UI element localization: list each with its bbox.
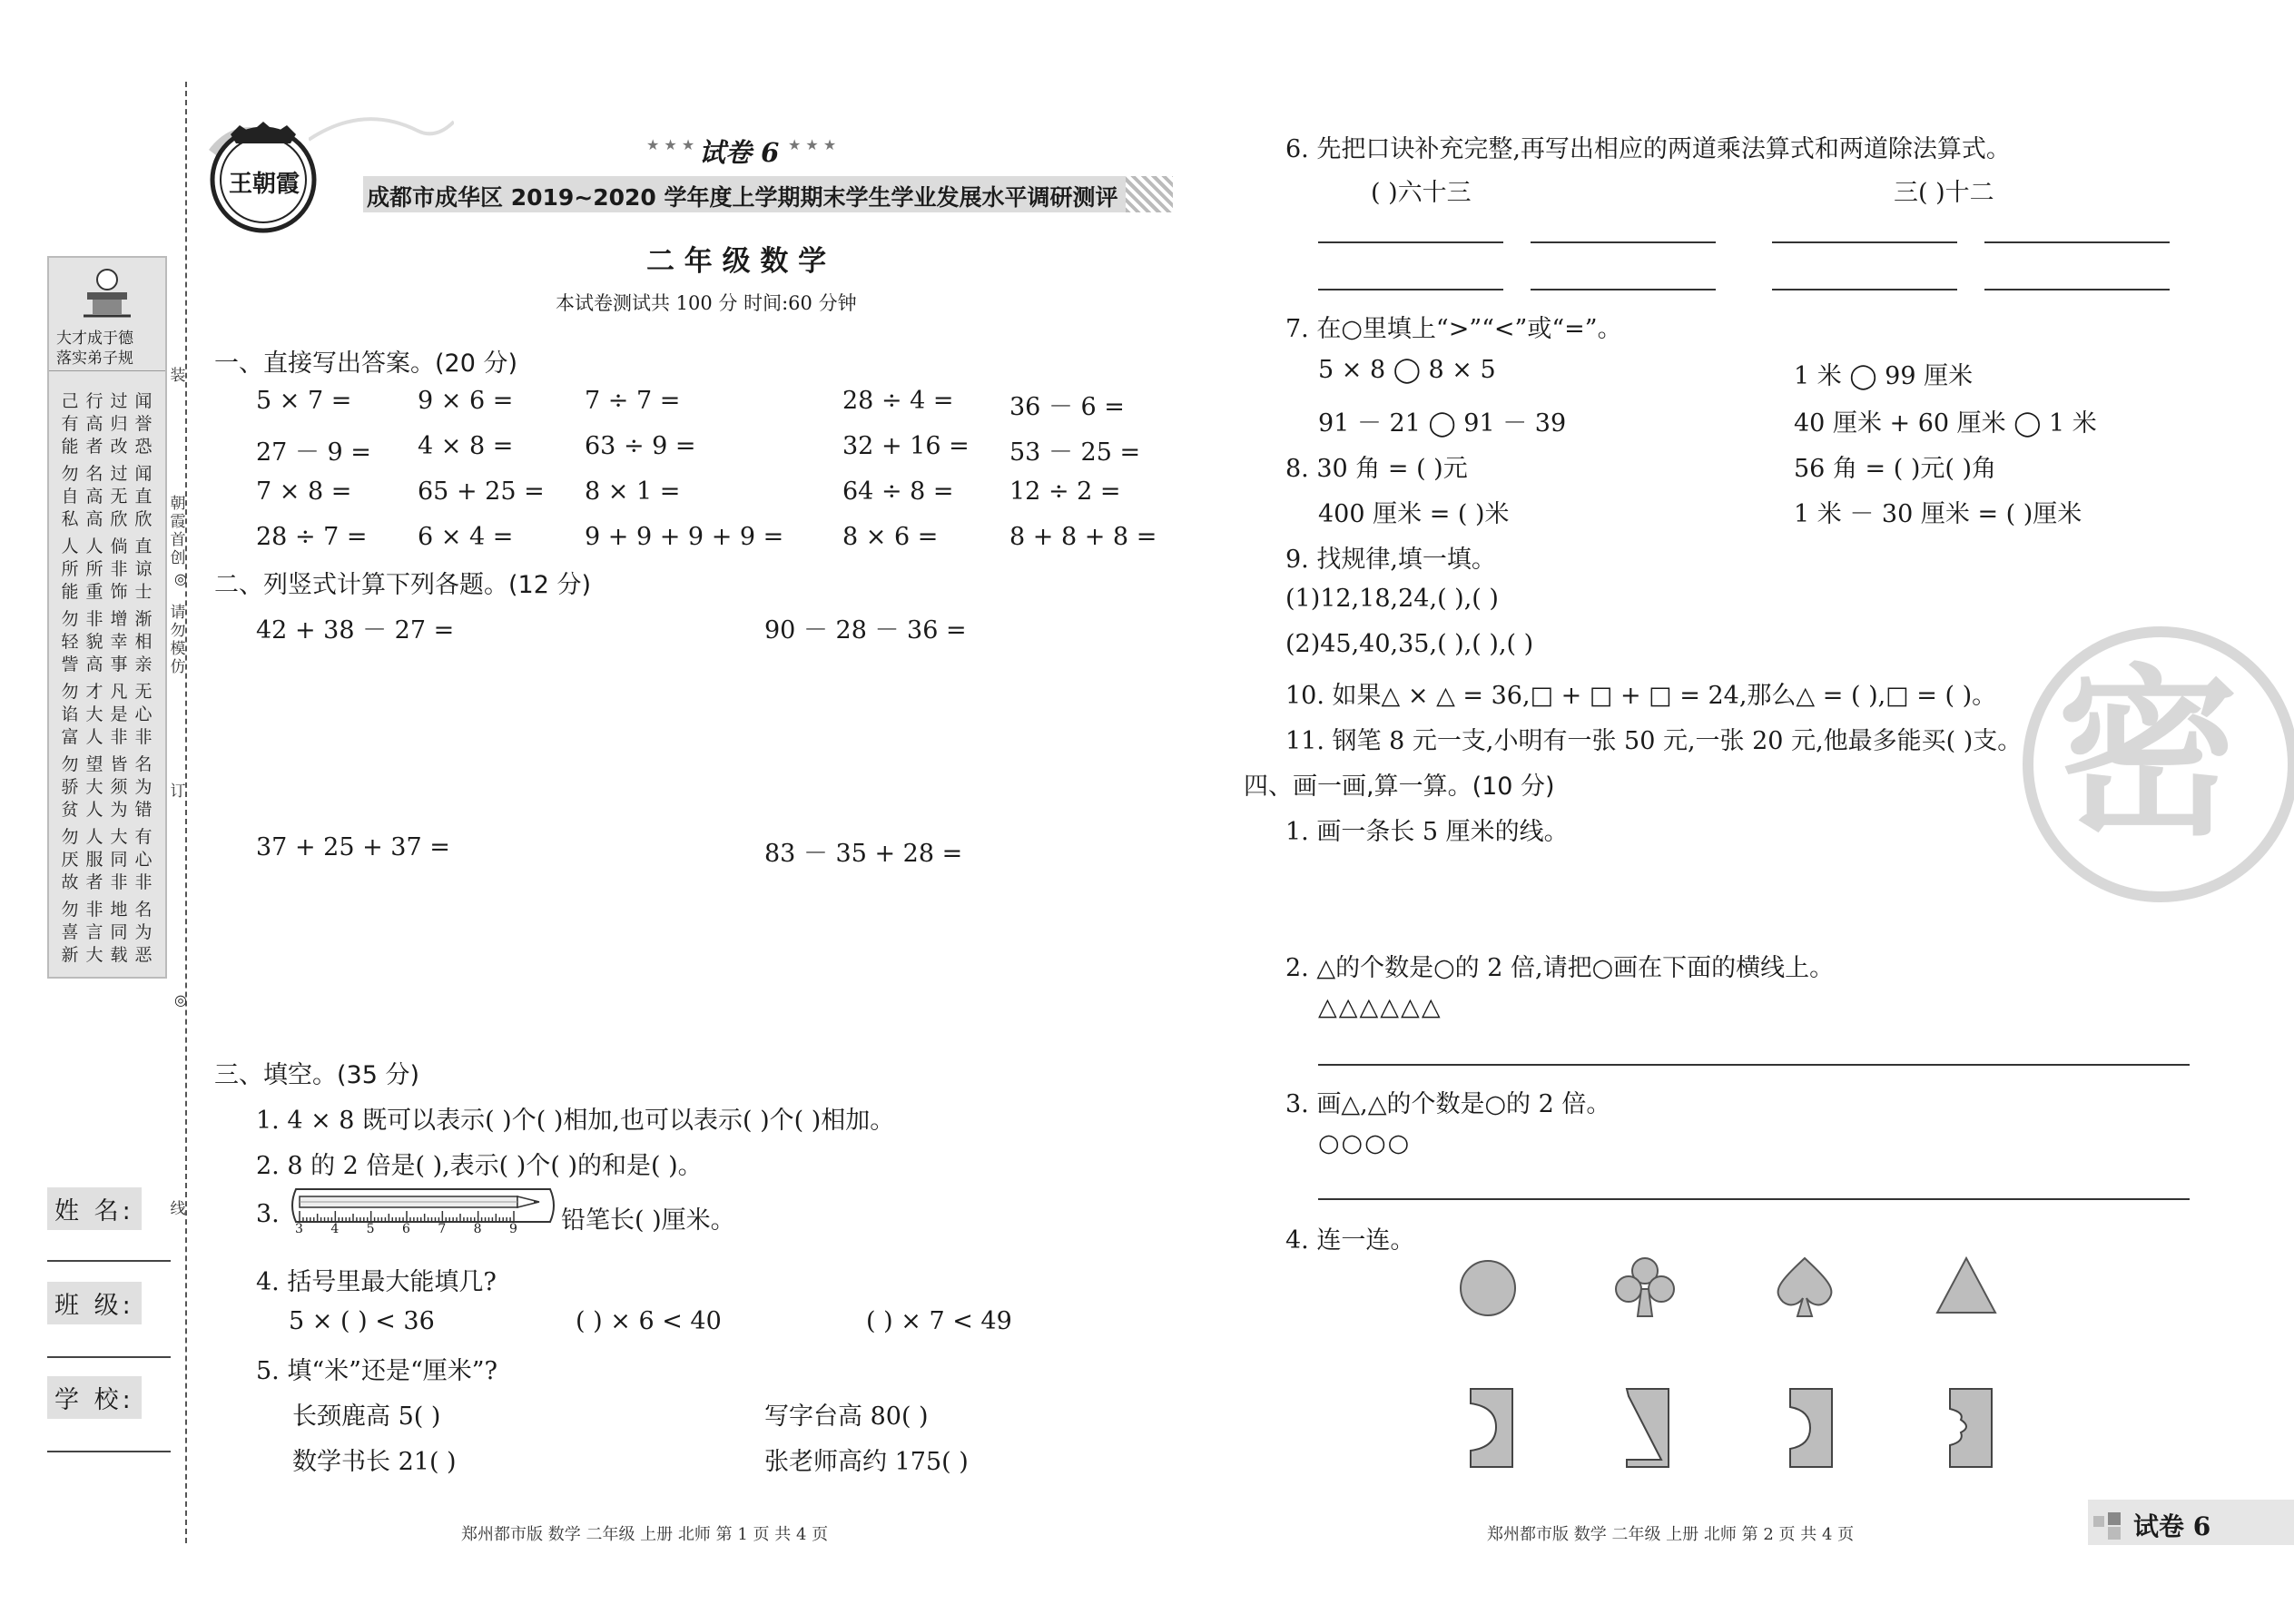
brand-logo: [203, 116, 323, 236]
oral-calc-item[interactable]: 65 + 25 =: [418, 477, 545, 506]
q8-b[interactable]: 56 角 = ( )元( )角: [1794, 455, 1997, 483]
triangle-shape[interactable]: [1934, 1255, 1999, 1316]
ruler-tick-label: 6: [402, 1222, 410, 1236]
maxim-column: 勿厌故: [61, 827, 79, 892]
oral-calc-item[interactable]: 12 ÷ 2 =: [1009, 477, 1121, 506]
secret-stamp: [2023, 626, 2294, 902]
maxim-column: 名为错: [134, 754, 153, 820]
maxim-column: 人所重: [85, 536, 103, 602]
vertical-mark-1: 装: [170, 367, 186, 385]
star-decoration-right: ★ ★ ★: [788, 136, 837, 153]
section1-heading: 一、直接写出答案。(20 分): [214, 349, 518, 378]
maxim-column: 大同非: [110, 827, 128, 892]
maxim-column: 勿自私: [61, 464, 79, 529]
motto-top: 大才成于德: [56, 330, 133, 348]
maxim-column: 有心非: [134, 827, 153, 892]
class-field[interactable]: [47, 1356, 171, 1358]
q9-1[interactable]: (1)12,18,24,( ),( ): [1285, 585, 1499, 613]
draw-q4: 4. 连一连。: [1285, 1226, 1415, 1255]
fill-q5-b[interactable]: 写字台高 80( ): [764, 1403, 929, 1431]
vertical-note-2: 请勿模仿: [170, 604, 186, 676]
name-field[interactable]: [47, 1260, 171, 1262]
draw-q3-line[interactable]: [1318, 1198, 2190, 1200]
exam-info: 本试卷测试共 100 分 时间:60 分钟: [556, 292, 857, 314]
maxim-column: 直谅士: [134, 536, 153, 602]
subject-title: 二 年 级 数 学: [646, 245, 827, 278]
oral-calc-item[interactable]: 32 + 16 =: [842, 432, 970, 460]
secret-stamp-text: 密: [2057, 649, 2240, 861]
fill-q1[interactable]: 1. 4 × 8 既可以表示( )个( )相加,也可以表示( )个( )相加。: [256, 1107, 895, 1135]
section2-heading: 二、列竖式计算下列各题。(12 分): [214, 571, 592, 599]
fill-q4: 4. 括号里最大能填几?: [256, 1268, 497, 1296]
fill-q2[interactable]: 2. 8 的 2 倍是( ),表示( )个( )的和是( )。: [256, 1152, 703, 1180]
series-label: 试卷 6: [699, 137, 780, 168]
name-label: 姓 名:: [47, 1187, 142, 1230]
maxim-column: 勿骄贫: [61, 754, 79, 820]
maxim-column: 人服者: [85, 827, 103, 892]
oral-calc-item[interactable]: 36 － 6 =: [1009, 393, 1125, 421]
maxim-column: 勿谄富: [61, 682, 79, 747]
maxim-column: 倘非饰: [110, 536, 128, 602]
oral-calc-item[interactable]: 4 × 8 =: [418, 432, 514, 460]
q9: 9. 找规律,填一填。: [1285, 546, 1496, 574]
maxim-column: 地同载: [110, 900, 128, 965]
draw-q1: 1. 画一条长 5 厘米的线。: [1285, 818, 1569, 846]
maxim-column: 行高者: [85, 391, 103, 457]
school-label: 学 校:: [47, 1376, 142, 1419]
binding-hole-icon: ◎: [174, 991, 187, 1009]
draw-q3-shapes: ○○○○: [1318, 1129, 1412, 1157]
oral-calc-item[interactable]: 28 ÷ 4 =: [842, 387, 954, 415]
maxim-column: 过归改: [110, 391, 128, 457]
spade-shape[interactable]: [1770, 1255, 1839, 1320]
motto-figure: [76, 265, 138, 320]
cutout-shape-2[interactable]: [1625, 1387, 1670, 1469]
fill-q3-text[interactable]: 铅笔长( )厘米。: [561, 1206, 735, 1235]
ruler-pencil: [290, 1187, 559, 1244]
exam-title: 成都市成华区 2019~2020 学年度上学期期末学生学业发展水平调研测评: [367, 184, 1118, 211]
footer-badge: [2088, 1500, 2294, 1545]
maxim-column: 勿轻訾: [61, 609, 79, 674]
q8-a[interactable]: 8. 30 角 = ( )元: [1285, 455, 1468, 483]
cutout-shape-1[interactable]: [1469, 1387, 1514, 1469]
fill-q4-c[interactable]: ( ) × 7 < 49: [866, 1307, 1012, 1335]
draw-q3: 3. 画△,△的个数是○的 2 倍。: [1285, 1090, 1611, 1118]
maxim-column: 凡是非: [110, 682, 128, 747]
motto-bottom: 落实弟子规: [56, 349, 133, 368]
vertical-mark-2: 订: [170, 782, 186, 801]
circle-shape[interactable]: [1460, 1260, 1516, 1316]
vertical-calc-2[interactable]: 90 － 28 － 36 =: [764, 616, 967, 645]
fill-q3-number: 3.: [256, 1200, 280, 1228]
q10[interactable]: 10. 如果△ × △ = 36,□ + □ + □ = 24,那么△ = ( ),□ = ( )。: [1285, 682, 1997, 710]
maxim-column: 己有能: [61, 391, 79, 457]
oral-calc-item[interactable]: 6 × 4 =: [418, 523, 514, 551]
draw-q2: 2. △的个数是○的 2 倍,请把○画在下面的横线上。: [1285, 954, 1835, 982]
ruler-tick-label: 5: [366, 1222, 375, 1236]
fill-q5-c[interactable]: 数学书长 21( ): [292, 1448, 457, 1476]
brand-name: 王朝霞: [229, 171, 300, 198]
maxim-column: 名高高: [85, 464, 103, 529]
maxim-column: 勿喜新: [61, 900, 79, 965]
maxim-column: 过无欣: [110, 464, 128, 529]
maxim-column: 人所能: [61, 536, 79, 602]
maxim-column: 名为恶: [134, 900, 153, 965]
school-field[interactable]: [47, 1451, 171, 1452]
q7-c[interactable]: 91 － 21 ◯ 91 － 39: [1318, 409, 1567, 438]
q6-answer-line[interactable]: [1531, 241, 1716, 243]
q6-answer-line[interactable]: [1531, 289, 1716, 290]
footer-badge-text: 试卷 6: [2133, 1511, 2211, 1541]
q6-answer-line[interactable]: [1318, 289, 1503, 290]
oral-calc-item[interactable]: 5 × 7 =: [256, 387, 352, 415]
oral-calc-item[interactable]: 27 － 9 =: [256, 438, 371, 467]
ribbon-decoration: [309, 113, 454, 149]
oral-calc-item[interactable]: 7 × 8 =: [256, 477, 352, 506]
q9-2[interactable]: (2)45,40,35,( ),( ),( ): [1285, 630, 1534, 658]
draw-q2-shapes: △△△△△△: [1318, 993, 1442, 1021]
footer-left: 郑州都市版 数学 二年级 上册 北师 第 1 页 共 4 页: [461, 1525, 829, 1544]
vertical-calc-3[interactable]: 37 + 25 + 37 =: [256, 833, 450, 861]
q6-a[interactable]: ( )六十三: [1371, 179, 1472, 207]
q7-a[interactable]: 5 × 8 ◯ 8 × 5: [1318, 356, 1496, 384]
vertical-mark-3: 线: [170, 1200, 186, 1218]
oral-calc-item[interactable]: 8 + 8 + 8 =: [1009, 523, 1157, 551]
q8-d[interactable]: 1 米 － 30 厘米 = ( )厘米: [1794, 500, 2082, 528]
class-label: 班 级:: [47, 1282, 142, 1324]
maxim-column: 闻直欣: [134, 464, 153, 529]
q7-d[interactable]: 40 厘米 + 60 厘米 ◯ 1 米: [1794, 409, 2097, 438]
fill-q5-d[interactable]: 张老师高约 175( ): [764, 1448, 969, 1476]
q6: 6. 先把口诀补充完整,再写出相应的两道乘法算式和两道除法算式。: [1285, 135, 2011, 163]
q7: 7. 在○里填上“>”“<”或“=”。: [1285, 315, 1622, 343]
oral-calc-item[interactable]: 7 ÷ 7 =: [585, 387, 681, 415]
maxim-column: 皆须为: [110, 754, 128, 820]
q6-answer-line[interactable]: [1984, 289, 2170, 290]
maxim-column: 渐相亲: [134, 609, 153, 674]
cutout-shape-4[interactable]: [1948, 1387, 1994, 1469]
q6-b[interactable]: 三( )十二: [1894, 179, 1994, 207]
fill-q4-b[interactable]: ( ) × 6 < 40: [576, 1307, 722, 1335]
q6-answer-line[interactable]: [1318, 241, 1503, 243]
oral-calc-item[interactable]: 64 ÷ 8 =: [842, 477, 954, 506]
q7-b[interactable]: 1 米 ◯ 99 厘米: [1794, 362, 1974, 390]
ruler-tick-label: 8: [473, 1222, 482, 1236]
maxim-column: 闻誉恐: [134, 391, 153, 457]
q11[interactable]: 11. 钢笔 8 元一支,小明有一张 50 元,一张 20 元,他最多能买( )支。: [1285, 727, 2023, 755]
ruler-tick-label: 4: [330, 1222, 340, 1236]
vertical-note-1: 朝霞首创: [170, 495, 186, 567]
oral-calc-item[interactable]: 8 × 1 =: [585, 477, 681, 506]
star-decoration-left: ★ ★ ★: [646, 136, 695, 153]
fill-q5: 5. 填“米”还是“厘米”?: [256, 1357, 498, 1385]
side-strip: [47, 256, 167, 979]
q6-answer-line[interactable]: [1772, 241, 1957, 243]
section4-heading: 四、画一画,算一算。(10 分): [1244, 773, 1555, 801]
maxim-column: 望大人: [85, 754, 103, 820]
ruler-tick-label: 3: [295, 1222, 303, 1236]
ruler-tick-label: 7: [438, 1222, 447, 1236]
footer-right: 郑州都市版 数学 二年级 上册 北师 第 2 页 共 4 页: [1487, 1525, 1855, 1544]
vertical-calc-1[interactable]: 42 + 38 － 27 =: [256, 616, 455, 645]
cutout-shape-3[interactable]: [1788, 1387, 1834, 1469]
q6-answer-line[interactable]: [1984, 241, 2170, 243]
vertical-calc-4[interactable]: 83 － 35 + 28 =: [764, 840, 963, 868]
maxim-column: 无心非: [134, 682, 153, 747]
section3-heading: 三、填空。(35 分): [214, 1061, 420, 1089]
draw-q2-line[interactable]: [1318, 1064, 2190, 1066]
oral-calc-item[interactable]: 9 + 9 + 9 + 9 =: [585, 523, 784, 551]
oral-calc-item[interactable]: 8 × 6 =: [842, 523, 939, 551]
maxim-column: 非貌高: [85, 609, 103, 674]
maxim-column: 非言大: [85, 900, 103, 965]
binding-hole-icon: ◎: [174, 570, 187, 587]
fill-q5-a[interactable]: 长颈鹿高 5( ): [292, 1403, 441, 1431]
fill-q4-a[interactable]: 5 × ( ) < 36: [289, 1307, 435, 1335]
title-band-pattern: [1126, 176, 1173, 212]
club-shape[interactable]: [1612, 1255, 1678, 1320]
oral-calc-item[interactable]: 63 ÷ 9 =: [585, 432, 696, 460]
ruler-tick-label: 9: [509, 1222, 517, 1236]
maxim-column: 增幸事: [110, 609, 128, 674]
q6-answer-line[interactable]: [1772, 289, 1957, 290]
oral-calc-item[interactable]: 9 × 6 =: [418, 387, 514, 415]
q8-c[interactable]: 400 厘米 = ( )米: [1318, 500, 1510, 528]
maxim-column: 才大人: [85, 682, 103, 747]
oral-calc-item[interactable]: 53 － 25 =: [1009, 438, 1141, 467]
oral-calc-item[interactable]: 28 ÷ 7 =: [256, 523, 368, 551]
binding-line: [185, 82, 187, 1543]
